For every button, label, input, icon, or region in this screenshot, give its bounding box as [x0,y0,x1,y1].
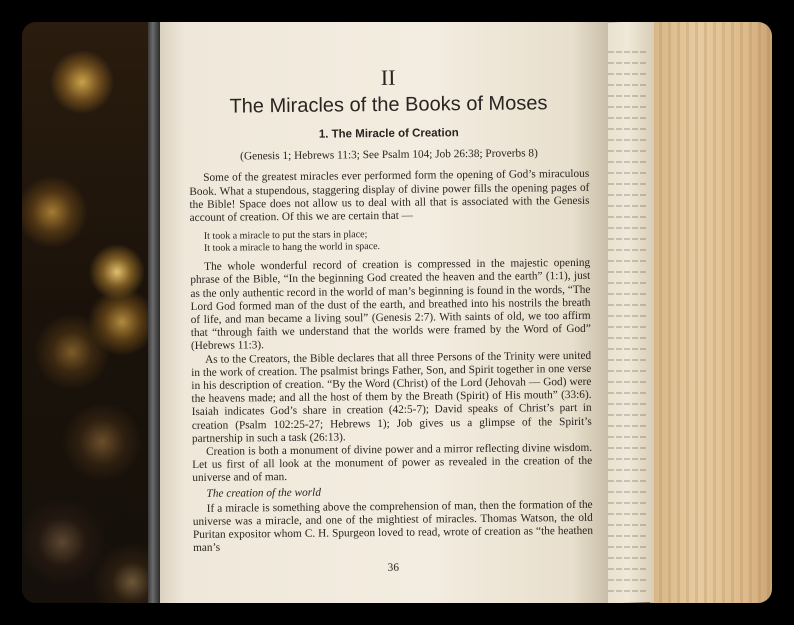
verse-quote [204,227,590,255]
book-spine [148,22,160,603]
subsection-heading: The creation of the world [206,486,322,500]
scripture-references: (Genesis 1; Hebrews 11:3; See Psalm 104; Job 26:38; Proverbs 8) [240,147,538,163]
paragraph-3: As to the Creators, the Bible declares that all three Persons of the Trinity were united in the work of creation. The psalmist brings Father, Son, and Spirit together in one verse in his description of creation. “By the Word (Christ) of the Lord (Jehovah — God) were the heavens made; and all the host of them by the Breath (Spirit) of His mouth” (33:6). Isaiah indicates God’s share in creation (42:5-7); David speaks of Christ’s part in creation (Psalm 102:25-27; Hebrews 1); Job gives us a glimpse of the Spirit’s partnership in such a task (26:13). [191,349,592,445]
quote-line-2: It took a miracle to hang the world in space. [203,241,381,255]
paragraph-5: If a miracle is something above the comprehension of man, then the formation of the universe was a miracle, and one of the mightiest of miracles. Thomas Watson, the old Puritan expositor whom C. H. Spurgeon loved to read, wrote of creation as “the heathen man’s [192,498,593,555]
paragraph-2: The whole wonderful record of creation is compressed in the majestic opening phrase of the Bible, “In the beginning God created the heaven and the earth” (1:1), just as the only authentic record in the world of man’s beginning is found in the words, “The Lord God formed man of the dust of the earth, and breathed into his nostrils the breath of life, and man became a living soul” (Genesis 2:7). With saints of old, we too affirm that “through faith we understand that the worlds were framed by the Word of God” (Hebrews 11:3). [190,257,591,353]
paragraph-1: Some of the greatest miracles ever performed form the opening of God’s miraculous Book. What a stupendous, staggering display of divine power fills the opening pages of the Bible! Space does not allow us to deal with all that is associated with the Genesis account of creation. Of this we are certain that — [189,168,590,225]
section-title: 1. The Miracle of Creation [318,127,459,141]
page-text [188,58,593,577]
page-number: 36 [387,561,400,574]
blurred-background [22,22,162,603]
quote-line-1: It took a miracle to put the stars in place; [203,229,368,243]
wooden-surface [650,22,772,603]
paragraph-4: Creation is both a monument of divine power and a mirror reflecting divine wisdom. Let us first of all look at the monument of power as revealed in the creation of the universe and of man. [192,441,593,485]
chapter-title: The Miracles of the Books of Moses [229,92,548,118]
photo-frame [22,22,772,603]
chapter-number: II [380,64,396,90]
